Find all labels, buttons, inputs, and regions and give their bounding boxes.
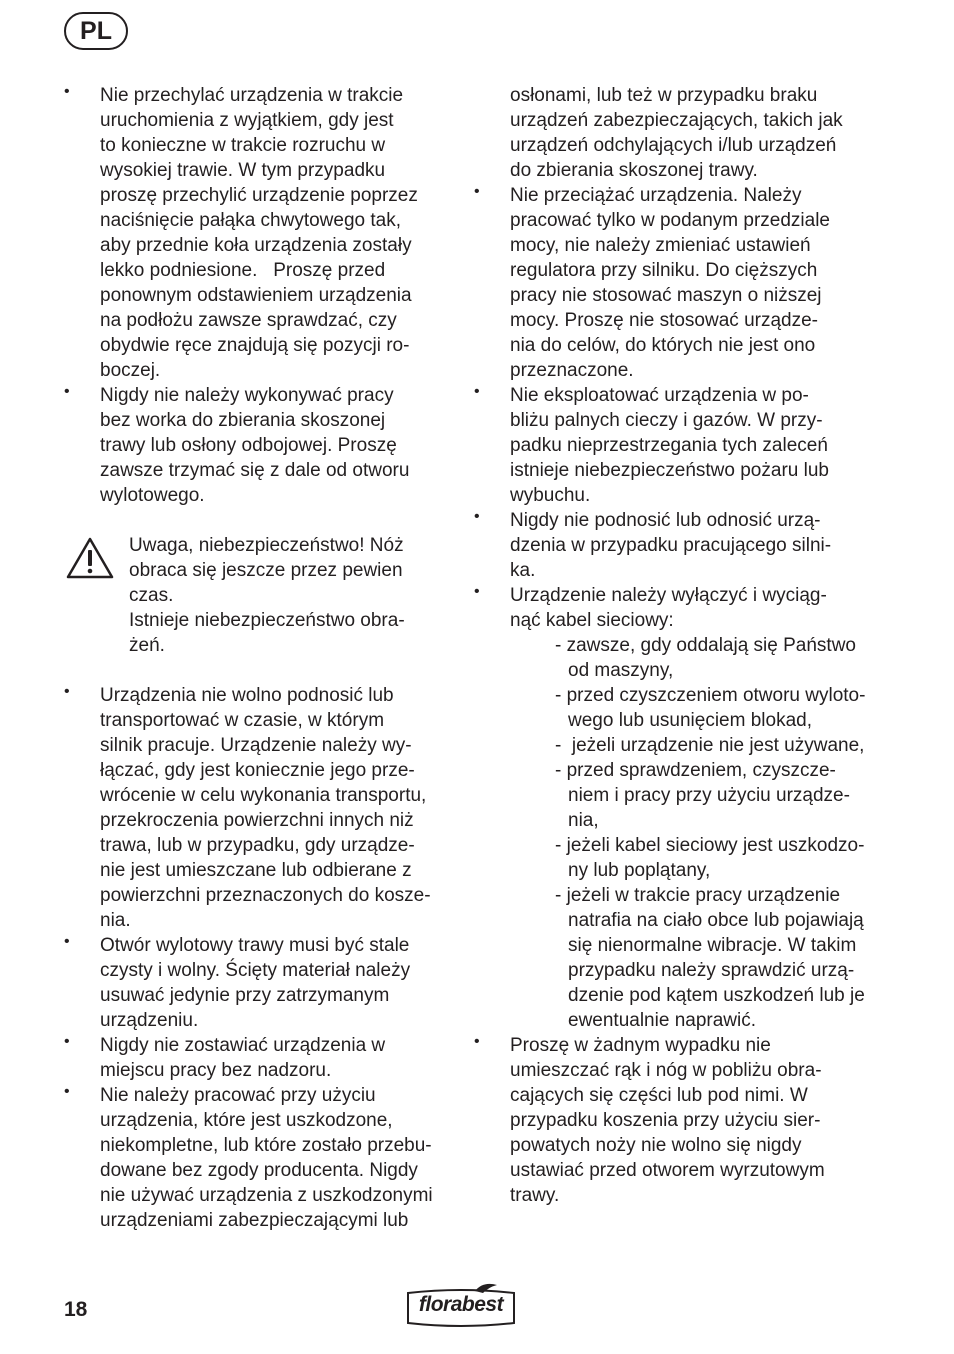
text-line: naciśnięcie pałąka chwytowego tak, xyxy=(100,210,402,231)
sub-item-line: się nienormalne wibracje. W takim xyxy=(568,935,857,956)
list-item xyxy=(64,933,454,1033)
lines xyxy=(100,683,454,933)
text-line: Otwór wylotowy trawy musi być stale xyxy=(100,935,410,956)
bullet-icon: • xyxy=(64,383,70,400)
sub-item-line: nia, xyxy=(568,810,599,831)
list-item xyxy=(474,508,869,583)
text-line: Uwaga, niebezpieczeństwo! Nóż xyxy=(129,535,404,556)
text-line: Nigdy nie należy wykonywać pracy xyxy=(100,385,394,406)
text-line: aby przednie koła urządzenia zostały xyxy=(100,235,412,256)
list-item xyxy=(64,1033,454,1083)
lines xyxy=(100,933,454,1033)
text-line: istnieje niebezpieczeństwo pożaru lub xyxy=(510,460,829,481)
text-line: pracy nie stosować maszyn o niższej xyxy=(510,285,822,306)
warning-triangle-icon xyxy=(66,537,114,579)
list-item-continuation xyxy=(474,83,869,183)
text-line: pracować tylko w podanym przedziale xyxy=(510,210,830,231)
text-line: nie używać urządzenia z uszkodzonymi xyxy=(100,1185,433,1206)
text-line: trawy lub osłony odbojowej. Proszę xyxy=(100,435,397,456)
bullet-icon: • xyxy=(474,383,480,400)
lines xyxy=(510,83,869,183)
text-line: bez worka do zbierania skoszonej xyxy=(100,410,386,431)
lines xyxy=(510,383,869,508)
text-line: Istnieje niebezpieczeństwo obra- xyxy=(129,610,405,631)
text-line: Proszę w żadnym wypadku nie xyxy=(510,1035,771,1056)
text-line: czas. xyxy=(129,585,174,606)
sub-item-line: przypadku należy sprawdzić urzą- xyxy=(568,960,855,981)
text-line: nąć kabel sieciowy: xyxy=(510,610,674,631)
text-line: usuwać jedynie przy zatrzymanym xyxy=(100,985,390,1006)
text-line: lekko podniesione. Proszę przed xyxy=(100,260,386,281)
lines xyxy=(510,1033,869,1208)
text-line: boczej. xyxy=(100,360,161,381)
bullet-icon: • xyxy=(64,1083,70,1100)
text-line: przekroczenia powierzchni innych niż xyxy=(100,810,414,831)
text-line: powierzchni przeznaczonych do kosze- xyxy=(100,885,431,906)
text-line: wrócenie w celu wykonania transportu, xyxy=(100,785,427,806)
text-line: mocy, nie należy zmieniać ustawień xyxy=(510,235,811,256)
list-item xyxy=(474,583,869,1033)
text-line: cających się części lub pod nimi. W xyxy=(510,1085,808,1106)
list-item xyxy=(474,1033,869,1208)
lines xyxy=(100,1083,454,1233)
text-line: łączać, gdy jest koniecznie jego prze- xyxy=(100,760,415,781)
text-line: Urządzenie należy wyłączyć i wyciąg- xyxy=(510,585,827,606)
text-line: osłonami, lub też w przypadku braku xyxy=(510,85,818,106)
text-line: miejscu pracy bez nadzoru. xyxy=(100,1060,332,1081)
sub-list xyxy=(510,633,869,1033)
text-line: urządzeń zabezpieczających, takich jak xyxy=(510,110,843,131)
list-item xyxy=(474,383,869,508)
sub-item-line: niem i pracy przy użyciu urządze- xyxy=(568,785,850,806)
text-line: na podłożu zawsze sprawdzać, czy xyxy=(100,310,397,331)
list-item xyxy=(64,83,454,383)
text-line: niekompletne, lub które zostało przebu- xyxy=(100,1135,432,1156)
lines xyxy=(510,583,869,633)
text-line: Nigdy nie podnosić lub odnosić urzą- xyxy=(510,510,821,531)
bullet-icon: • xyxy=(64,683,70,700)
sub-item-line: - jeżeli kabel sieciowy jest uszkodzo- xyxy=(555,835,865,856)
text-line: uruchomienia z wyjątkiem, gdy jest xyxy=(100,110,394,131)
text-line: nia. xyxy=(100,910,131,931)
text-line: Nie przeciążać urządzenia. Należy xyxy=(510,185,802,206)
warning-block xyxy=(64,533,454,658)
text-line: zawsze trzymać się z dale od otworu xyxy=(100,460,410,481)
text-line: to konieczne w trakcie rozruchu w xyxy=(100,135,386,156)
sub-item-line: - przed sprawdzeniem, czyszcze- xyxy=(555,760,836,781)
text-line: Nie należy pracować przy użyciu xyxy=(100,1085,376,1106)
sub-item-line: - jeżeli w trakcie pracy urządzenie xyxy=(555,885,841,906)
text-line: wysokiej trawie. W tym przypadku xyxy=(100,160,386,181)
text-line: ponownym odstawieniem urządzenia xyxy=(100,285,412,306)
text-line: nie jest umieszczane lub odbierane z xyxy=(100,860,412,881)
sub-item-line: natrafia na ciało obce lub pojawiają xyxy=(568,910,864,931)
text-line: do zbierania skoszonej trawy. xyxy=(510,160,758,181)
warning-text xyxy=(129,533,454,658)
text-line: dzenia w przypadku pracującego silni- xyxy=(510,535,832,556)
sub-item-line: ewentualnie naprawić. xyxy=(568,1010,757,1031)
text-line: obydwie ręce znajdują się pozycji ro- xyxy=(100,335,410,356)
bullet-icon: • xyxy=(64,83,70,100)
text-line: proszę przechylić urządzenie poprzez xyxy=(100,185,418,206)
florabest-logo xyxy=(405,1283,517,1329)
text-line: Nie przechylać urządzenia w trakcie xyxy=(100,85,404,106)
text-line: trawy. xyxy=(510,1185,560,1206)
sub-item-line: - przed czyszczeniem otworu wyloto- xyxy=(555,685,866,706)
lines xyxy=(100,383,454,508)
list-item xyxy=(64,383,454,508)
lines xyxy=(100,1033,454,1083)
sub-item-line: ny lub poplątany, xyxy=(568,860,711,881)
text-line: powatych noży nie wolno się nigdy xyxy=(510,1135,802,1156)
text-line: żeń. xyxy=(129,635,165,656)
text-line: padku nieprzestrzegania tych zaleceń xyxy=(510,435,828,456)
text-line: trawa, lub w przypadku, gdy urządze- xyxy=(100,835,415,856)
bullet-icon: • xyxy=(474,1033,480,1050)
text-line: regulatora przy silniku. Do cięższych xyxy=(510,260,818,281)
text-line: mocy. Proszę nie stosować urządze- xyxy=(510,310,818,331)
text-line: wylotowego. xyxy=(100,485,205,506)
text-line: umieszczać rąk i nóg w pobliżu obra- xyxy=(510,1060,822,1081)
text-line: urządzeń odchylających i/lub urządzeń xyxy=(510,135,837,156)
page-number: 18 xyxy=(64,1298,88,1321)
bullet-icon: • xyxy=(474,508,480,525)
text-line: urządzenia, które jest uszkodzone, xyxy=(100,1110,393,1131)
text-line: obraca się jeszcze przez pewien xyxy=(129,560,403,581)
lines xyxy=(510,508,869,583)
text-line: czysty i wolny. Ścięty materiał należy xyxy=(100,960,411,981)
text-line: urządzeniu. xyxy=(100,1010,199,1031)
sub-item-line: od maszyny, xyxy=(568,660,674,681)
bullet-icon: • xyxy=(64,933,70,950)
lines xyxy=(100,83,454,383)
sub-item-line: - jeżeli urządzenie nie jest używane, xyxy=(555,735,865,756)
text-line: wybuchu. xyxy=(510,485,591,506)
text-line: Nigdy nie zostawiać urządzenia w xyxy=(100,1035,386,1056)
right-column xyxy=(474,83,869,1208)
bullet-icon: • xyxy=(474,583,480,600)
text-line: ustawiać przed otworem wyrzutowym xyxy=(510,1160,825,1181)
language-badge: PL xyxy=(64,12,128,50)
text-line: dowane bez zgody producenta. Nigdy xyxy=(100,1160,418,1181)
text-line: silnik pracuje. Urządzenie należy wy- xyxy=(100,735,412,756)
sub-item-line: dzenie pod kątem uszkodzeń lub je xyxy=(568,985,865,1006)
text-line: urządzeniami zabezpieczającymi lub xyxy=(100,1210,409,1231)
lines xyxy=(510,183,869,383)
text-line: transportować w czasie, w którym xyxy=(100,710,385,731)
sub-item-line: - zawsze, gdy oddalają się Państwo xyxy=(555,635,856,656)
text-line: ka. xyxy=(510,560,536,581)
list-item xyxy=(64,683,454,933)
list-item xyxy=(474,183,869,383)
text-line: przeznaczone. xyxy=(510,360,634,381)
list-item xyxy=(64,1083,454,1233)
text-line: bliżu palnych cieczy i gazów. W przy- xyxy=(510,410,823,431)
bullet-icon: • xyxy=(474,183,480,200)
logo-text: florabest xyxy=(418,1293,504,1316)
text-line: Urządzenia nie wolno podnosić lub xyxy=(100,685,394,706)
sub-item-line: wego lub usunięciem blokad, xyxy=(568,710,812,731)
left-column xyxy=(64,83,454,1233)
text-line: Nie eksploatować urządzenia w po- xyxy=(510,385,809,406)
bullet-icon: • xyxy=(64,1033,70,1050)
text-line: nia do celów, do których nie jest ono xyxy=(510,335,816,356)
text-line: przypadku koszenia przy użyciu sier- xyxy=(510,1110,821,1131)
